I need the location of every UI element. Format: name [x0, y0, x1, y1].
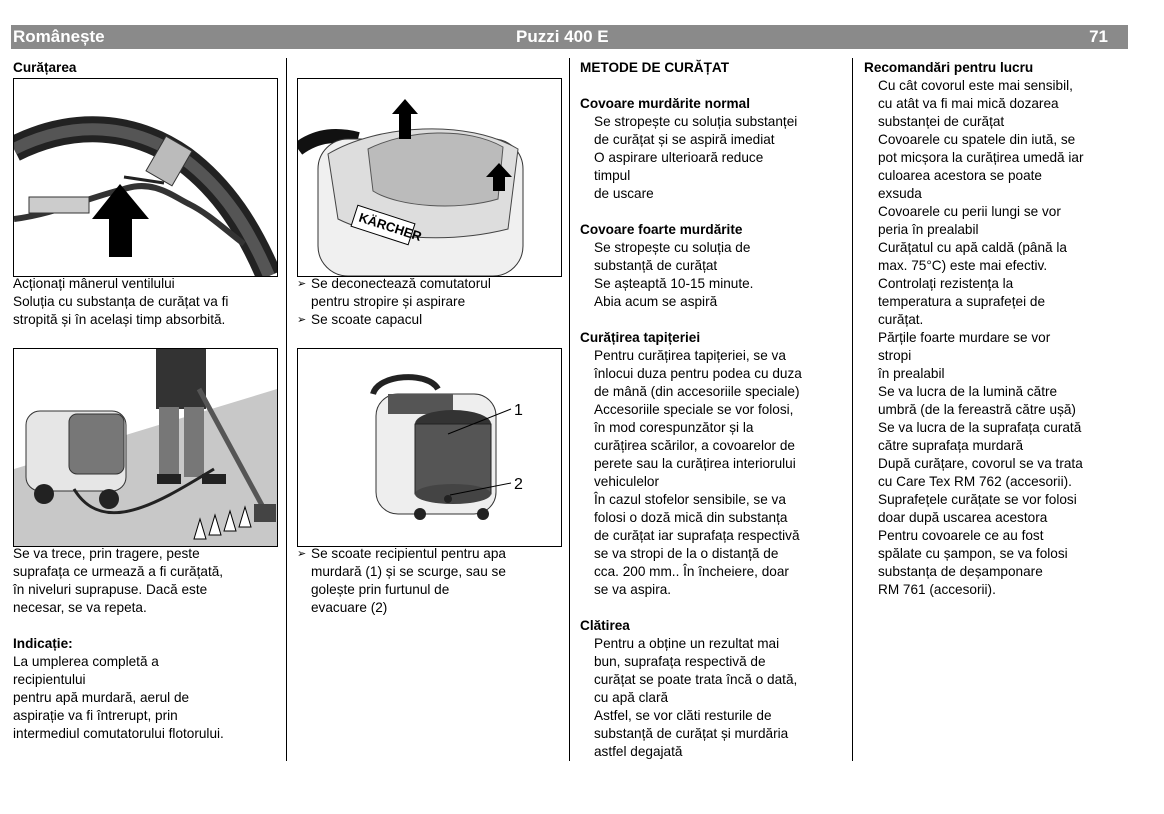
callout-1: 1 [514, 402, 523, 419]
text-line: golește prin furtunul de [311, 582, 450, 597]
text-line: cu apă clară [594, 690, 669, 705]
text-line: Accesoriile speciale se vor folosi, [594, 402, 794, 417]
text-line: Pentru curățirea tapițeriei, se va [594, 348, 786, 363]
subsection-title: Covoare murdărite normal [580, 96, 750, 111]
text-line: Curățatul cu apă caldă (până la [878, 240, 1067, 255]
column-divider [569, 58, 570, 761]
caption-valve [13, 275, 228, 329]
text-line: cu atât va fi mai mică dozarea [878, 96, 1059, 111]
figure-valve-handle [13, 78, 278, 277]
text-line: de curățat iar suprafața respectivă [594, 528, 800, 543]
text-line: substanță de curățat [594, 258, 718, 273]
text-line: Soluția cu substanța de curățat va fi [13, 294, 229, 309]
text-line: suprafața ce urmează a fi curățată, [13, 564, 224, 579]
text-line: Se așteaptă 10-15 minute. [594, 276, 754, 291]
text-line: Se va lucra de la suprafața curată [878, 420, 1082, 435]
text-line: Părțile foarte murdare se vor [878, 330, 1051, 345]
header-language: Românește [13, 27, 105, 46]
subsection-title: Clătirea [580, 618, 630, 633]
text-line: astfel degajată [594, 744, 683, 759]
text-line: peria în prealabil [878, 222, 979, 237]
cleaning-methods [580, 59, 802, 761]
text-line: Astfel, se vor clăti resturile de [594, 708, 772, 723]
header-product: Puzzi 400 E [516, 27, 609, 46]
bullet-item [297, 275, 491, 311]
text-line: vehiculelor [594, 474, 659, 489]
column-divider [286, 58, 287, 761]
floor-cleaning-illustration [14, 349, 277, 546]
hose-valve-illustration [14, 79, 277, 276]
text-line: intermediul comutatorului flotorului. [13, 726, 224, 741]
brand-logo: KÄRCHER [357, 209, 424, 245]
text-line: Se va lucra de la lumină către [878, 384, 1058, 399]
text-line: Cu cât covorul este mai sensibil, [878, 78, 1073, 93]
text-line: de curățat și se aspiră imediat [594, 132, 775, 147]
text-line: substanță de curățat și murdăria [594, 726, 789, 741]
figure-remove-lid [297, 78, 562, 277]
bullet-arrow-icon: ➢ [297, 314, 307, 326]
text-line: substanței de curățat [878, 114, 1005, 129]
text-line: Pentru a obține un rezultat mai [594, 636, 780, 651]
text-line: bun, suprafața respectivă de [594, 654, 766, 669]
text-line: înlocui duza pentru podea cu duza [594, 366, 802, 381]
text-line: de uscare [594, 186, 654, 201]
text-line: curățat. [878, 312, 924, 327]
text-line: recipientului [13, 672, 86, 687]
text-line: Abia acum se aspiră [594, 294, 718, 309]
figure-dirty-water-tank [297, 348, 562, 547]
text-line: în mod corespunzător și la [594, 420, 754, 435]
text-line: doar după uscarea acestora [878, 510, 1048, 525]
text-line: stropi [878, 348, 912, 363]
text-line: se va stropi de la o distanță de [594, 546, 779, 561]
text-line: cu Care Tex RM 762 (accesorii). [878, 474, 1072, 489]
text-line: umbră (de la fereastră către ușă) [878, 402, 1076, 417]
callout-2: 2 [514, 476, 523, 493]
section-title: Curățarea [13, 60, 77, 75]
steps-lid [297, 275, 491, 329]
text-line: temperatura a suprafeței de [878, 294, 1046, 309]
text-line: pentru apă murdară, aerul de [13, 690, 190, 705]
text-line: timpul [594, 168, 631, 183]
figure-floor-cleaning [13, 348, 278, 547]
text-line: Se va trece, prin tragere, peste [13, 546, 200, 561]
text-line: în prealabil [878, 366, 945, 381]
bullet-arrow-icon: ➢ [297, 278, 307, 290]
text-line: O aspirare ulterioară reduce [594, 150, 764, 165]
section-title: Recomandări pentru lucru [864, 60, 1034, 75]
text-line: culoarea acestora se poate [878, 168, 1042, 183]
text-line: necesar, se va repeta. [13, 600, 147, 615]
text-line: Se scoate recipientul pentru apa [311, 546, 506, 561]
bullet-item [297, 311, 491, 329]
text-line: Se stropește cu soluția substanței [594, 114, 798, 129]
text-line: aspirație va fi întrerupt, prin [13, 708, 178, 723]
text-line: în niveluri suprapuse. Dacă este [13, 582, 208, 597]
text-line: stropită și în același timp absorbită. [13, 312, 226, 327]
subsection-title: Covoare foarte murdărite [580, 222, 743, 237]
text-line: curățat se poate trata încă o dată, [594, 672, 798, 687]
text-line: exsuda [878, 186, 922, 201]
header-page-number: 71 [1089, 27, 1108, 46]
text-line: către suprafața murdară [878, 438, 1024, 453]
text-line: Se scoate capacul [311, 312, 423, 327]
text-line: evacuare (2) [311, 600, 388, 615]
text-line: Se deconectează comutatorul [311, 276, 491, 291]
text-line: Covoarele cu perii lungi se vor [878, 204, 1061, 219]
text-line: murdară (1) și se scurge, sau se [311, 564, 506, 579]
text-line: se va aspira. [594, 582, 672, 597]
text-line: Controlați rezistența la [878, 276, 1014, 291]
text-line: cca. 200 mm.. În încheiere, doar [594, 564, 789, 579]
text-line: de mână (din accesoriile speciale) [594, 384, 800, 399]
text-line: pot micșora la curățirea umedă iar [878, 150, 1084, 165]
page-header [11, 25, 1128, 49]
steps-tank [297, 545, 506, 617]
text-line: perete sau la curățirea interiorului [594, 456, 796, 471]
text-line: Pentru covoarele ce au fost [878, 528, 1044, 543]
text-line: max. 75°C) este mai efectiv. [878, 258, 1048, 273]
text-line: spălate cu șampon, se va folosi [878, 546, 1068, 561]
text-line: Suprafețele curățate se vor folosi [878, 492, 1077, 507]
caption-floor [13, 545, 224, 743]
text-line: RM 761 (accesorii). [878, 582, 996, 597]
text-line: folosi o doză mică din substanța [594, 510, 788, 525]
machine-tank-illustration [298, 349, 561, 546]
text-line: curățirea scărilor, a covoarelor de [594, 438, 795, 453]
column-1-title-block [13, 59, 76, 77]
bullet-item [297, 545, 506, 617]
section-title: METODE DE CURĂȚAT [580, 60, 730, 75]
text-line: Covoarele cu spatele din iută, se [878, 132, 1076, 147]
text-line: Se stropește cu soluția de [594, 240, 751, 255]
column-divider [852, 58, 853, 761]
text-line: Acționați mânerul ventilului [13, 276, 175, 291]
text-line: substanța de deșamponare [878, 564, 1043, 579]
note-title: Indicație: [13, 636, 73, 651]
text-line: În cazul stofelor sensibile, se va [594, 492, 786, 507]
bullet-arrow-icon: ➢ [297, 548, 307, 560]
machine-lid-illustration [298, 79, 561, 276]
text-line: pentru stropire și aspirare [311, 294, 466, 309]
text-line: La umplerea completă a [13, 654, 159, 669]
work-recommendations [864, 59, 1084, 599]
text-line: După curățare, covorul se va trata [878, 456, 1083, 471]
subsection-title: Curățirea tapițeriei [580, 330, 701, 345]
